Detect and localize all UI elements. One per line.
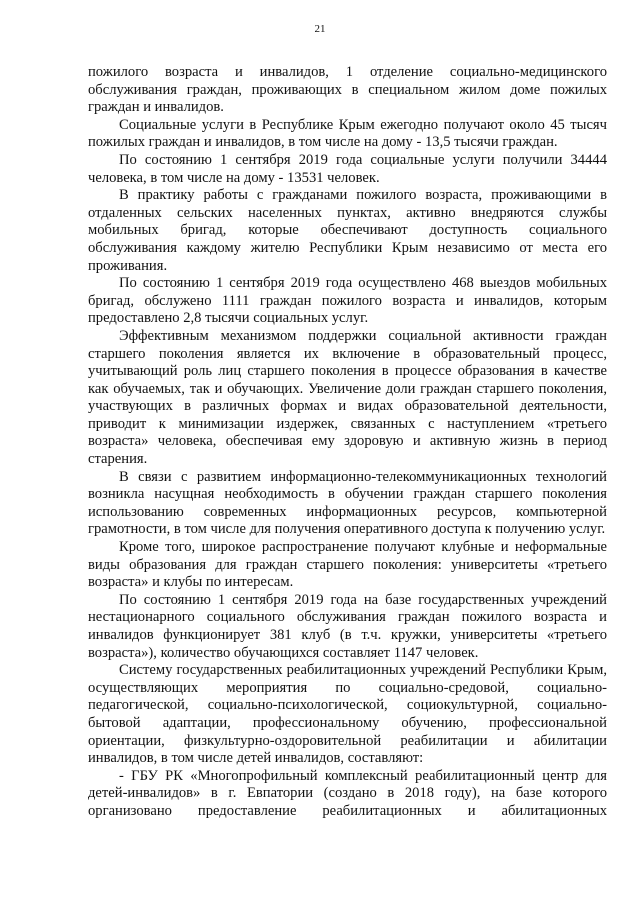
- paragraph-clubs: Кроме того, широкое распространение получают клубные и неформальные виды образования для граждан старшего поколения: университеты «третьего возраста» и клубы по интересам.: [88, 539, 607, 591]
- document-body: [88, 64, 607, 821]
- paragraph-education-mechanism: Эффективным механизмом поддержки социальной активности граждан старшего поколения является их включение в образовательный процесс, учитывающий роль лиц старшего поколения в процессе образования в качестве как обучаемых, так и обучающих. Увеличение доли граждан старшего поколения, участвующих в различных формах и видах образовательной деятельности, приводит к минимизации издержек, связанных с наступлением «третьего возраста» человека, обеспечивая ему здоровую и активную жизнь в период старения.: [88, 327, 607, 468]
- paragraph-mobile-brigades: В практику работы с гражданами пожилого возраста, проживающими в отдаленных сельских населенных пунктах, активно внедряются службы мобильных бригад, которые обеспечивают доступность социального обслуживания каждому жителю Республики Крым независимо от места его проживания.: [88, 187, 607, 274]
- paragraph-it-technologies: В связи с развитием информационно-телекоммуникационных технологий возникла насущная необходимость в обучении граждан старшего поколения использованию современных информационных ресурсов, компьютерной грамотности, в том числе для получения оперативного доступа к получению услуг.: [88, 468, 607, 538]
- paragraph-mobile-brigades-stats: По состоянию 1 сентября 2019 года осуществлено 468 выездов мобильных бригад, обслужено 1111 граждан пожилого возраста и инвалидов, которым предоставлено 2,8 тысячи социальных услуг.: [88, 275, 607, 327]
- list-item-evpatoria-center: - ГБУ РК «Многопрофильный комплексный реабилитационный центр для детей-инвалидов» в г. Евпатории (создано в 2018 году), на базе которого организовано предоставление реабилитационных и абилитационных: [88, 767, 607, 819]
- paragraph-social-services-annual: Социальные услуги в Республике Крым ежегодно получают около 45 тысяч пожилых граждан и инвалидов, в том числе на дому - 13,5 тысячи граждан.: [88, 116, 607, 151]
- page-number: 21: [314, 23, 326, 35]
- paragraph-services-received-2019: По состоянию 1 сентября 2019 года социальные услуги получили 34444 человека, в том числе на дому - 13531 человек.: [88, 151, 607, 186]
- paragraph-clubs-stats: По состоянию 1 сентября 2019 года на базе государственных учреждений нестационарного социального обслуживания граждан пожилого возраста и инвалидов функционирует 381 клуб (в т.ч. кружки, университеты «третьего возраста»), количество обучающихся составляет 1147 человек.: [88, 591, 607, 661]
- paragraph-rehabilitation-system: Систему государственных реабилитационных учреждений Республики Крым, осуществляющих мероприятия по социально-средовой, социально-педагогической, социально-психологической, социокультурной, социально-бытовой адаптации, профессиональному обучению, профессиональной ориентации, физкультурно-оздоровительной реабилитации и абилитации инвалидов, в том числе детей инвалидов, составляют:: [88, 662, 607, 767]
- paragraph-continuation: пожилого возраста и инвалидов, 1 отделение социально-медицинского обслуживания граждан, проживающих в специальном жилом доме пожилых граждан и инвалидов.: [88, 64, 607, 116]
